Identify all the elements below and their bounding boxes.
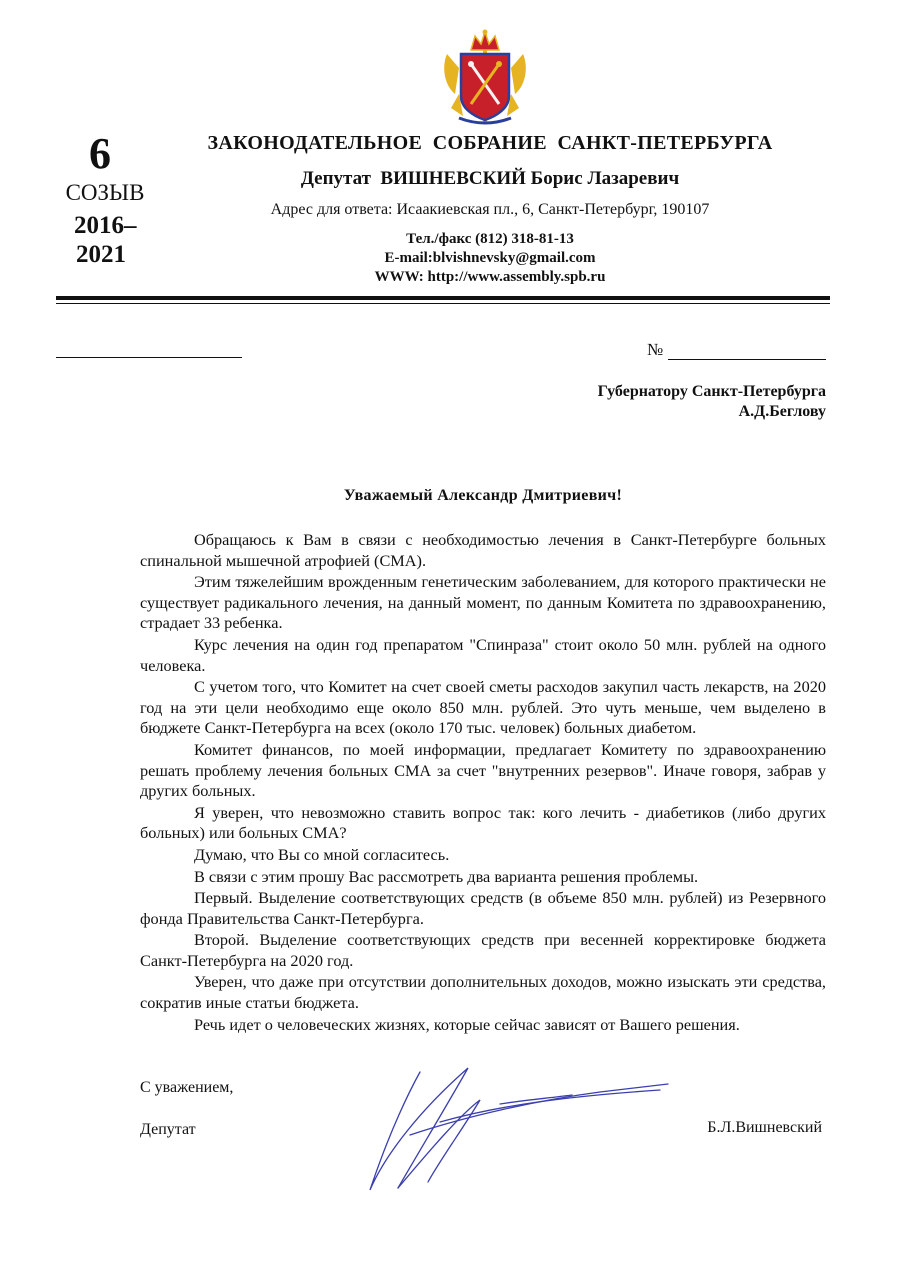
body-paragraph: Первый. Выделение соответствующих средств (в объеме 850 млн. рублей) из Резервного фонда Правительства Санкт-Петербурга. — [140, 888, 826, 928]
body-paragraph: Второй. Выделение соответствующих средств при весенней корректировке бюджета Санкт-Петербурга на 2020 год. — [140, 930, 826, 970]
body-paragraph: Думаю, что Вы со мной согласитесь. — [194, 844, 450, 864]
closing-phrase: С уважением, — [140, 1079, 234, 1096]
coat-of-arms-icon — [437, 28, 533, 128]
deputy-name: Депутат ВИШНЕВСКИЙ Борис Лазаревич — [300, 168, 680, 189]
convocation-years-start: 2016– — [74, 212, 137, 239]
header-rule-thin — [56, 303, 830, 304]
body-paragraph: Обращаюсь к Вам в связи с необходимостью лечения в Санкт-Петербурге больных спинальной мышечной атрофией (СМА). — [140, 530, 826, 570]
body-paragraph: В связи с этим прошу Вас рассмотреть два варианта решения проблемы. — [194, 866, 699, 886]
recipient-name: А.Д.Беглову — [738, 403, 826, 420]
organization-name: ЗАКОНОДАТЕЛЬНОЕ СОБРАНИЕ САНКТ-ПЕТЕРБУРГА — [207, 132, 773, 154]
signer-position: Депутат — [140, 1121, 196, 1138]
convocation-label: СОЗЫВ — [65, 180, 145, 205]
header-rule-thick — [56, 296, 830, 300]
body-paragraph: Речь идет о человеческих жизнях, которые сейчас зависят от Вашего решения. — [194, 1014, 740, 1034]
body-paragraph: Уверен, что даже при отсутствии дополнительных доходов, можно изыскать эти средства, сократив иные статьи бюджета. — [140, 972, 826, 1013]
recipient-title: Губернатору Санкт-Петербурга — [597, 383, 826, 400]
salutation: Уважаемый Александр Дмитриевич! — [343, 487, 623, 504]
body-paragraph: Этим тяжелейшим врожденным генетическим заболеванием, для которого практически не существует радикального лечения, на данный момент, по данным Комитета по здравоохранению, страдает 33 ребенка. — [140, 572, 826, 633]
letter-body — [140, 530, 826, 1036]
email: E-mail:blvishnevsky@gmail.com — [384, 250, 596, 266]
reference-number-blank-line — [668, 359, 826, 360]
convocation-number: 6 — [89, 129, 111, 178]
body-paragraph: С учетом того, что Комитет на счет своей сметы расходов закупил часть лекарств, на 2020 год на эти цели необходимо еще около 850 млн. рублей. Это чуть меньше, чем выделено в бюджете Санкт-Петербурга на всех (около 170 тыс. человек) больных диабетом. — [140, 677, 826, 738]
signer-name: Б.Л.Вишневский — [707, 1119, 822, 1136]
body-paragraph: Я уверен, что невозможно ставить вопрос так: кого лечить - диабетиков (либо других больных) или больных СМА? — [140, 802, 826, 843]
body-paragraph: Комитет финансов, по моей информации, предлагает Комитету по здравоохранению решать проблему лечения больных СМА за счет "внутренних резервов". Иначе говоря, забрав у других больных. — [140, 739, 826, 801]
date-blank-line — [56, 357, 242, 358]
handwritten-signature — [350, 1060, 680, 1195]
reference-number-label: № — [647, 340, 664, 359]
body-paragraph: Курс лечения на один год препаратом "Спинраза" стоит около 50 млн. рублей на одного человека. — [140, 634, 826, 675]
website: WWW: http://www.assembly.spb.ru — [374, 269, 606, 285]
phone-fax: Тел./факс (812) 318-81-13 — [406, 231, 574, 247]
return-address: Адрес для ответа: Исаакиевская пл., 6, Санкт-Петербург, 190107 — [270, 201, 710, 218]
convocation-years-end: 2021 — [76, 241, 126, 268]
